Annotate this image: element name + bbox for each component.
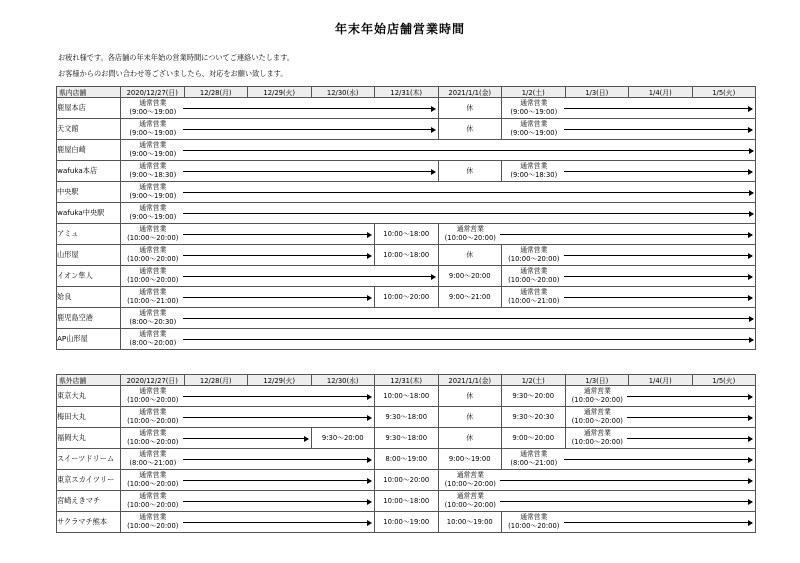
schedule-cell-text: 10:00〜18:00: [383, 391, 430, 400]
schedule-cell-text: 10:00〜18:00: [383, 229, 430, 238]
date-column-header: 1/2(土): [502, 375, 566, 386]
schedule-cell-text: 10:00〜19:00: [446, 517, 493, 526]
schedule-cell-text: 9:00〜19:00: [448, 454, 491, 463]
schedule-cell-text: 8:00〜19:00: [385, 454, 428, 463]
schedule-cell-text: 休: [466, 103, 474, 112]
schedule-cell-text: 通常営業 (9:00〜19:00): [129, 120, 177, 137]
continuation-arrow: [183, 129, 435, 130]
continuation-arrow: [183, 234, 372, 235]
continuation-arrow: [500, 234, 752, 235]
schedule-cell-text: 通常営業 (9:00〜19:00): [510, 120, 558, 137]
schedule-cell-text: 通常営業 (10:00〜20:00): [444, 225, 496, 242]
schedule-cell: [121, 308, 756, 329]
continuation-arrow: [183, 501, 372, 502]
schedule-cell-text: 9:30〜20:30: [512, 412, 555, 421]
schedule-cell: [502, 407, 566, 428]
continuation-arrow: [183, 255, 372, 256]
intro-line-2: お客様からのお問い合わせ等ございましたら、対応をお願い致します。: [58, 69, 288, 78]
schedule-cell: [121, 140, 756, 161]
schedule-cell: [565, 407, 756, 428]
schedule-cell: [565, 386, 756, 407]
table-row: [57, 224, 756, 245]
continuation-arrow: [183, 171, 435, 172]
continuation-arrow: [183, 438, 308, 439]
table-row: [57, 470, 756, 491]
table-row: [57, 308, 756, 329]
schedule-cell: [565, 428, 756, 449]
store-name: サクラマチ熊本: [57, 512, 121, 533]
schedule-cell: [121, 266, 439, 287]
store-name: 鹿屋白崎: [57, 140, 121, 161]
schedule-cell: [438, 386, 502, 407]
schedule-cell-text: 10:00〜20:00: [383, 475, 430, 484]
schedule-cell: [502, 161, 756, 182]
schedule-cell-text: 通常営業 (10:00〜20:00): [508, 246, 560, 263]
date-column-header: 1/3(日): [565, 87, 629, 98]
schedule-cell: [375, 470, 439, 491]
date-column-header: 12/31(木): [375, 87, 439, 98]
schedule-cell: [438, 119, 502, 140]
out-of-prefecture-schedule-table: [56, 374, 756, 533]
schedule-cell-text: 通常営業 (10:00〜20:00): [571, 387, 623, 404]
schedule-cell: [438, 98, 502, 119]
date-column-header: 2020/12/27(日): [121, 375, 185, 386]
schedule-cell-text: 通常営業 (10:00〜20:00): [444, 471, 496, 488]
schedule-cell-text: 通常営業 (10:00〜20:00): [127, 387, 179, 404]
schedule-cell-text: 通常営業 (9:00〜18:30): [129, 162, 177, 179]
store-name: 山形屋: [57, 245, 121, 266]
continuation-arrow: [627, 396, 752, 397]
table-header-row: [57, 87, 756, 98]
date-column-header: 2020/12/27(日): [121, 87, 185, 98]
date-column-header: 12/30(水): [311, 87, 375, 98]
date-column-header: 1/3(日): [565, 375, 629, 386]
date-column-header: 1/4(月): [629, 375, 693, 386]
continuation-arrow: [564, 108, 753, 109]
schedule-cell-text: 通常営業 (8:00〜20:00): [129, 330, 177, 347]
schedule-cell: [121, 287, 375, 308]
schedule-cell-text: 通常営業 (8:00〜20:30): [129, 309, 177, 326]
schedule-cell: [121, 386, 375, 407]
schedule-cell-text: 9:30〜18:00: [385, 433, 428, 442]
schedule-cell-text: 休: [466, 250, 474, 259]
date-column-header: 12/28(月): [184, 87, 248, 98]
schedule-cell-text: 9:30〜20:00: [321, 433, 364, 442]
schedule-cell-text: 通常営業 (9:00〜19:00): [129, 183, 177, 200]
store-name: 東京スカイツリー: [57, 470, 121, 491]
store-name: アミュ: [57, 224, 121, 245]
schedule-cell-text: 休: [466, 124, 474, 133]
schedule-cell-text: 10:00〜19:00: [383, 517, 430, 526]
table-row: [57, 266, 756, 287]
continuation-arrow: [183, 318, 753, 319]
table-row: [57, 428, 756, 449]
store-name: 福岡大丸: [57, 428, 121, 449]
continuation-arrow: [564, 129, 753, 130]
schedule-cell: [121, 161, 439, 182]
date-column-header: 12/28(月): [184, 375, 248, 386]
schedule-cell-text: 10:00〜18:00: [383, 250, 430, 259]
store-name: wafuka中央駅: [57, 203, 121, 224]
continuation-arrow: [183, 339, 753, 340]
schedule-cell: [375, 224, 439, 245]
date-column-header: 12/30(水): [311, 375, 375, 386]
schedule-cell-text: 10:00〜18:00: [383, 496, 430, 505]
schedule-cell: [438, 512, 502, 533]
table-row: [57, 140, 756, 161]
date-column-header: 1/2(土): [502, 87, 566, 98]
continuation-arrow: [564, 297, 753, 298]
schedule-cell: [438, 224, 756, 245]
schedule-cell-text: 通常営業 (10:00〜20:00): [127, 471, 179, 488]
schedule-cell: [502, 266, 756, 287]
continuation-arrow: [183, 396, 372, 397]
store-name: スイーツドリーム: [57, 449, 121, 470]
schedule-cell-text: 通常営業 (10:00〜20:00): [127, 408, 179, 425]
table-row: [57, 119, 756, 140]
schedule-cell: [438, 287, 502, 308]
store-column-header: 県外店舗: [57, 375, 121, 386]
schedule-cell-text: 9:30〜18:00: [385, 412, 428, 421]
schedule-cell: [121, 119, 439, 140]
schedule-cell-text: 通常営業 (10:00〜20:00): [127, 246, 179, 263]
date-column-header: 12/31(木): [375, 375, 439, 386]
store-name: 宮崎えきマチ: [57, 491, 121, 512]
date-column-header: 12/29(火): [248, 375, 312, 386]
table-row: [57, 329, 756, 350]
schedule-cell-text: 通常営業 (9:00〜19:00): [129, 141, 177, 158]
schedule-cell-text: 9:00〜20:00: [448, 271, 491, 280]
in-prefecture-schedule-table: [56, 86, 756, 350]
date-column-header: 12/29(火): [248, 87, 312, 98]
store-name: 梅田大丸: [57, 407, 121, 428]
schedule-cell: [121, 470, 375, 491]
schedule-cell-text: 通常営業 (8:00〜21:00): [129, 450, 177, 467]
continuation-arrow: [183, 276, 435, 277]
schedule-cell: [121, 98, 439, 119]
continuation-arrow: [183, 459, 372, 460]
schedule-cell: [121, 203, 756, 224]
continuation-arrow: [564, 459, 753, 460]
schedule-cell-text: 9:00〜20:00: [512, 433, 555, 442]
schedule-cell: [311, 428, 375, 449]
schedule-cell: [375, 428, 439, 449]
continuation-arrow: [500, 501, 752, 502]
schedule-cell-text: 通常営業 (10:00〜21:00): [508, 288, 560, 305]
continuation-arrow: [183, 417, 372, 418]
schedule-cell-text: 通常営業 (8:00〜21:00): [510, 450, 558, 467]
continuation-arrow: [183, 297, 372, 298]
table-row: [57, 203, 756, 224]
schedule-cell: [121, 182, 756, 203]
schedule-cell: [438, 266, 502, 287]
schedule-cell-text: 通常営業 (10:00〜20:00): [127, 429, 179, 446]
store-name: wafuka本店: [57, 161, 121, 182]
schedule-cell-text: 休: [466, 166, 474, 175]
table-row: [57, 98, 756, 119]
page-title: 年末年始店舗営業時間: [334, 22, 465, 36]
date-column-header: 1/5(火): [692, 87, 756, 98]
schedule-cell: [121, 245, 375, 266]
continuation-arrow: [183, 213, 753, 214]
table-header-row: [57, 375, 756, 386]
schedule-cell-text: 通常営業 (10:00〜20:00): [444, 492, 496, 509]
schedule-cell: [502, 449, 756, 470]
continuation-arrow: [183, 480, 372, 481]
schedule-cell: [375, 449, 439, 470]
schedule-cell-text: 10:00〜20:00: [383, 292, 430, 301]
store-name: 東京大丸: [57, 386, 121, 407]
schedule-cell: [438, 428, 502, 449]
schedule-cell: [121, 407, 375, 428]
schedule-cell: [121, 224, 375, 245]
schedule-cell: [502, 428, 566, 449]
schedule-cell: [375, 245, 439, 266]
schedule-cell-text: 9:00〜21:00: [448, 292, 491, 301]
table-row: [57, 287, 756, 308]
continuation-arrow: [183, 108, 435, 109]
schedule-cell-text: 通常営業 (10:00〜20:00): [508, 267, 560, 284]
schedule-cell: [438, 449, 502, 470]
continuation-arrow: [564, 276, 753, 277]
date-column-header: 2021/1/1(金): [438, 87, 502, 98]
schedule-cell: [502, 119, 756, 140]
table-row: [57, 182, 756, 203]
schedule-cell-text: 通常営業 (10:00〜21:00): [127, 288, 179, 305]
table-row: [57, 161, 756, 182]
schedule-cell: [121, 512, 375, 533]
schedule-cell: [375, 491, 439, 512]
continuation-arrow: [564, 522, 753, 523]
table-row: [57, 491, 756, 512]
schedule-cell: [502, 386, 566, 407]
table-row: [57, 407, 756, 428]
schedule-cell: [121, 491, 375, 512]
schedule-cell: [375, 386, 439, 407]
continuation-arrow: [500, 480, 752, 481]
store-name: 鹿屋本店: [57, 98, 121, 119]
continuation-arrow: [183, 192, 753, 193]
continuation-arrow: [627, 438, 752, 439]
schedule-cell: [121, 449, 375, 470]
schedule-cell-text: 休: [466, 412, 474, 421]
schedule-cell-text: 通常営業 (10:00〜20:00): [127, 225, 179, 242]
intro-line-1: お疲れ様です。各店舗の年末年始の営業時間についてご連絡いたします。: [58, 53, 294, 62]
continuation-arrow: [183, 522, 372, 523]
schedule-cell: [438, 245, 502, 266]
table-row: [57, 449, 756, 470]
schedule-cell: [375, 287, 439, 308]
table-row: [57, 386, 756, 407]
continuation-arrow: [564, 171, 753, 172]
store-name: AP山形屋: [57, 329, 121, 350]
schedule-cell: [502, 245, 756, 266]
continuation-arrow: [564, 255, 753, 256]
table-row: [57, 245, 756, 266]
table-row: [57, 512, 756, 533]
schedule-cell-text: 通常営業 (9:00〜18:30): [510, 162, 558, 179]
date-column-header: 2021/1/1(金): [438, 375, 502, 386]
store-name: 天文館: [57, 119, 121, 140]
date-column-header: 1/5(火): [692, 375, 756, 386]
schedule-cell-text: 通常営業 (10:00〜20:00): [508, 513, 560, 530]
schedule-cell: [438, 407, 502, 428]
schedule-cell-text: 9:30〜20:00: [512, 391, 555, 400]
schedule-cell-text: 通常営業 (9:00〜19:00): [510, 99, 558, 116]
schedule-cell: [438, 161, 502, 182]
schedule-cell: [502, 98, 756, 119]
schedule-cell: [375, 407, 439, 428]
store-name: 姶良: [57, 287, 121, 308]
continuation-arrow: [183, 150, 753, 151]
store-name: 中央駅: [57, 182, 121, 203]
schedule-cell: [121, 428, 312, 449]
continuation-arrow: [627, 417, 752, 418]
schedule-cell-text: 休: [466, 391, 474, 400]
schedule-cell: [375, 512, 439, 533]
store-name: イオン隼人: [57, 266, 121, 287]
schedule-cell: [438, 470, 756, 491]
schedule-cell: [438, 491, 756, 512]
schedule-cell-text: 通常営業 (10:00〜20:00): [127, 513, 179, 530]
schedule-cell-text: 通常営業 (9:00〜19:00): [129, 99, 177, 116]
schedule-cell: [502, 287, 756, 308]
store-column-header: 県内店舗: [57, 87, 121, 98]
schedule-cell-text: 通常営業 (10:00〜20:00): [571, 408, 623, 425]
schedule-cell: [121, 329, 756, 350]
schedule-cell: [502, 512, 756, 533]
schedule-cell-text: 休: [466, 433, 474, 442]
date-column-header: 1/4(月): [629, 87, 693, 98]
schedule-cell-text: 通常営業 (9:00〜19:00): [129, 204, 177, 221]
schedule-cell-text: 通常営業 (10:00〜20:00): [127, 267, 179, 284]
schedule-cell-text: 通常営業 (10:00〜20:00): [571, 429, 623, 446]
store-name: 鹿児島空港: [57, 308, 121, 329]
schedule-cell-text: 通常営業 (10:00〜20:00): [127, 492, 179, 509]
